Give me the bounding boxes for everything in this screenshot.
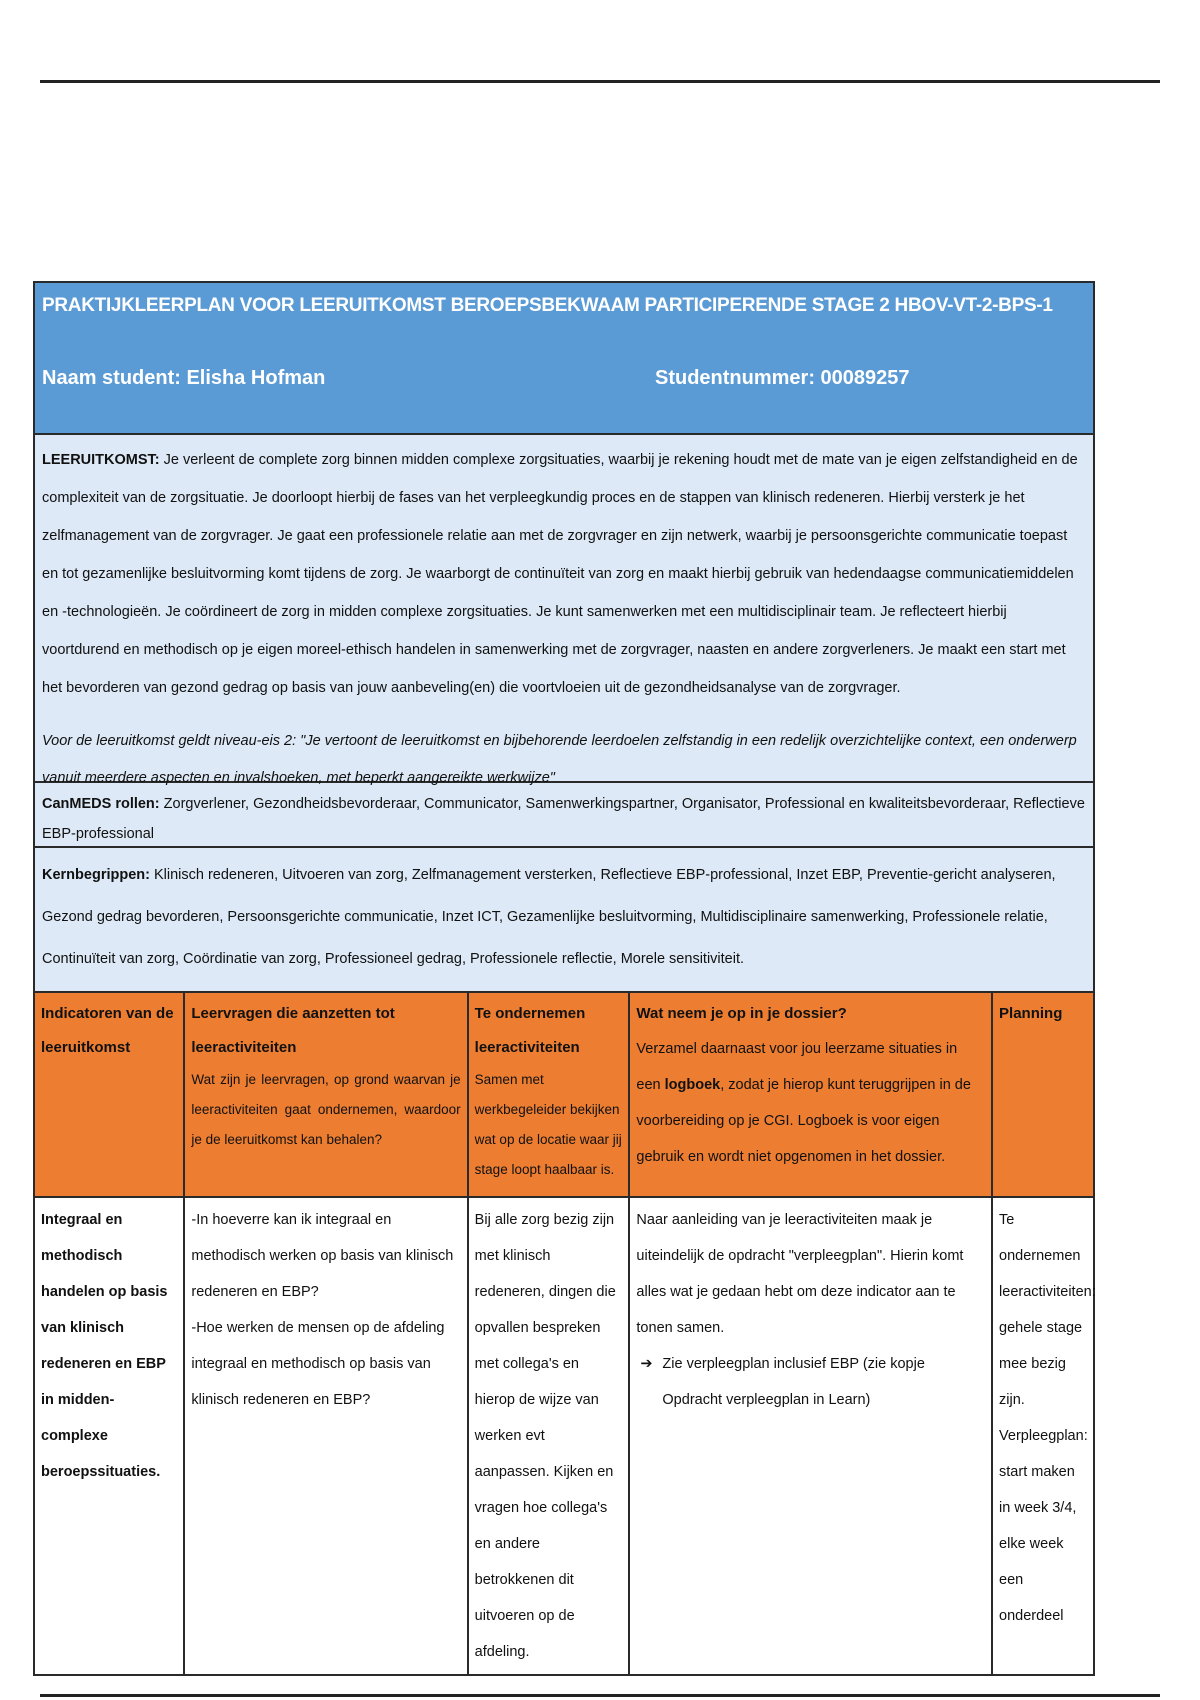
dossier-sub-text-a: Verzamel daarnaast voor jou leerzame situaties in een [636, 1041, 958, 1093]
header-activities-sub: Samen met werkbegeleider bekijken wat op de locatie waar jij stage loopt haalbaar is. [474, 1072, 622, 1177]
student-name: Naam student: Elisha Hofman [42, 367, 326, 389]
canmeds-roles: Zorgverlener, Gezondheidsbevorderaar, Communicator, Samenwerkingspartner, Organisator, Professional en kwaliteitsbevorderaar, Reflectieve EBP-professional [42, 796, 1085, 842]
core-concepts-section [35, 848, 1093, 993]
question-item: -In hoeverre kan ik integraal en methodisch werken op basis van klinisch redeneren en EBP? [191, 1212, 454, 1300]
dossier-sub-text-b: , zodat je hierop kunt teruggrijpen in de voorbereiding op je CGI. Logboek is voor eigen gebruik en wordt niet opgenomen in het dossier. [636, 1077, 971, 1165]
dossier-sub-logboek: logboek [664, 1077, 721, 1093]
question-item: -Hoe werken de mensen op de afdeling integraal en methodisch op basis van klinisch redeneren en EBP? [191, 1320, 445, 1408]
student-number: Studentnummer: 00089257 [655, 367, 910, 389]
learning-plan-document [33, 281, 1095, 1676]
bottom-rule [40, 1694, 1160, 1697]
header-planning: Planning [992, 993, 1093, 1197]
plan-table [35, 993, 1096, 1674]
dossier-bullet [636, 1346, 985, 1418]
activities-cell: Bij alle zorg bezig zijn met klinisch redeneren, dingen die opvallen bespreken met collega's en hierop de wijze van werken evt aanpassen. Kijken en vragen hoe collega's en andere betrokkenen dit uitvoeren op de afdeling. [468, 1197, 630, 1674]
header-dossier-sub [636, 1031, 985, 1175]
dossier-text: Naar aanleiding van je leeractiviteiten maak je uiteindelijk de opdracht "verpleegplan". Hierin komt alles wat je gedaan hebt om deze indicator aan te tonen samen. [636, 1212, 964, 1336]
header-dossier-title: Wat neem je op in je dossier? [636, 1005, 847, 1022]
learning-outcome-body: Je verleent de complete zorg binnen midden complexe zorgsituaties, waarbij je rekening houdt met de mate van je eigen zelfstandigheid en de complexiteit van de zorgsituatie. Je doorloopt hierbij de fases van het verpleegkundig proces en de stappen van klinisch redeneren. Hierbij versterk je het zelfmanagement van de zorgvrager. Je gaat een professionele relatie aan met de zorgvrager en zijn netwerk, waarbij je persoonsgerichte communicatie toepast en tot gezamenlijke besluitvorming komt tijdens de zorg. Je waarborgt de continuïteit van zorg en maakt hierbij gebruik van hedendaagse communicatiemiddelen en -technologieën. Je coördineert de zorg in midden complexe zorgsituaties. Je kunt samenwerken met een multidisciplinair team. Je reflecteert hierbij voortdurend en methodisch op je eigen moreel-ethisch handelen in samenwerking met de zorgvrager, naasten en andere zorgverleners. Je maakt een start met het bevorderen van gezond gedrag op basis van jouw aanbeveling(en) die voortvloeien uit de gezondheidsanalyse van de zorgvrager. [42, 452, 1078, 696]
indicator-cell: Integraal en methodisch handelen op basis van klinisch redeneren en EBP in midden-complexe beroepssituaties. [35, 1197, 184, 1674]
level-requirement: Voor de leeruitkomst geldt niveau-eis 2: "Je vertoont de leeruitkomst en bijbehorende leerdoelen zelfstandig in een redelijk overzichtelijke context, een onderwerp vanuit meerdere aspecten en invalshoeken, met beperkt aangereikte werkwijze" [42, 733, 1077, 786]
header-indicators: Indicatoren van de leeruitkomst [35, 993, 184, 1197]
canmeds-label: CanMEDS rollen: [42, 796, 160, 812]
table-header-row [35, 993, 1093, 1197]
learning-outcome-label: LEERUITKOMST: [42, 452, 160, 468]
dossier-cell [629, 1197, 992, 1674]
header-questions-sub: Wat zijn je leervragen, op grond waarvan je leeractiviteiten gaat ondernemen, waardoor je de leeruitkomst kan behalen? [191, 1072, 461, 1147]
header-activities [468, 993, 630, 1197]
core-concepts-text: Klinisch redeneren, Uitvoeren van zorg, Zelfmanagement versterken, Reflectieve EBP-professional, Inzet EBP, Preventie-gericht analyseren, Gezond gedrag bevorderen, Persoonsgerichte communicatie, Inzet ICT, Gezamenlijke besluitvorming, Multidisciplinaire samenwerking, Professionele relatie, Continuïteit van zorg, Coördinatie van zorg, Professioneel gedrag, Professionele reflectie, Morele sensitiviteit. [42, 867, 1056, 967]
learning-outcome-section [35, 435, 1093, 786]
learning-outcome-text [42, 441, 1086, 707]
arrow-right-icon: ➔ [640, 1356, 653, 1372]
top-rule [40, 80, 1160, 83]
header-questions-title: Leervragen die aanzetten tot leeractiviteiten [191, 1005, 395, 1056]
canmeds-section [35, 783, 1093, 848]
questions-cell [184, 1197, 467, 1674]
table-row [35, 1197, 1093, 1674]
header-activities-title: Te ondernemen leeractiviteiten [474, 1005, 586, 1056]
header-dossier [629, 993, 992, 1197]
plan-header [35, 283, 1093, 435]
core-concepts-label: Kernbegrippen: [42, 867, 150, 883]
header-questions [184, 993, 467, 1197]
plan-title: PRAKTIJKLEERPLAN VOOR LEERUITKOMST BEROEPSBEKWAAM PARTICIPERENDE STAGE 2 HBOV-VT-2-BPS-1 [42, 295, 1053, 316]
dossier-bullet-text: Zie verpleegplan inclusief EBP (zie kopje Opdracht verpleegplan in Learn) [662, 1356, 925, 1408]
planning-cell: Te ondernemen leeractiviteiten: gehele stage mee bezig zijn. Verpleegplan: start maken in week 3/4, elke week een onderdeel [992, 1197, 1093, 1674]
